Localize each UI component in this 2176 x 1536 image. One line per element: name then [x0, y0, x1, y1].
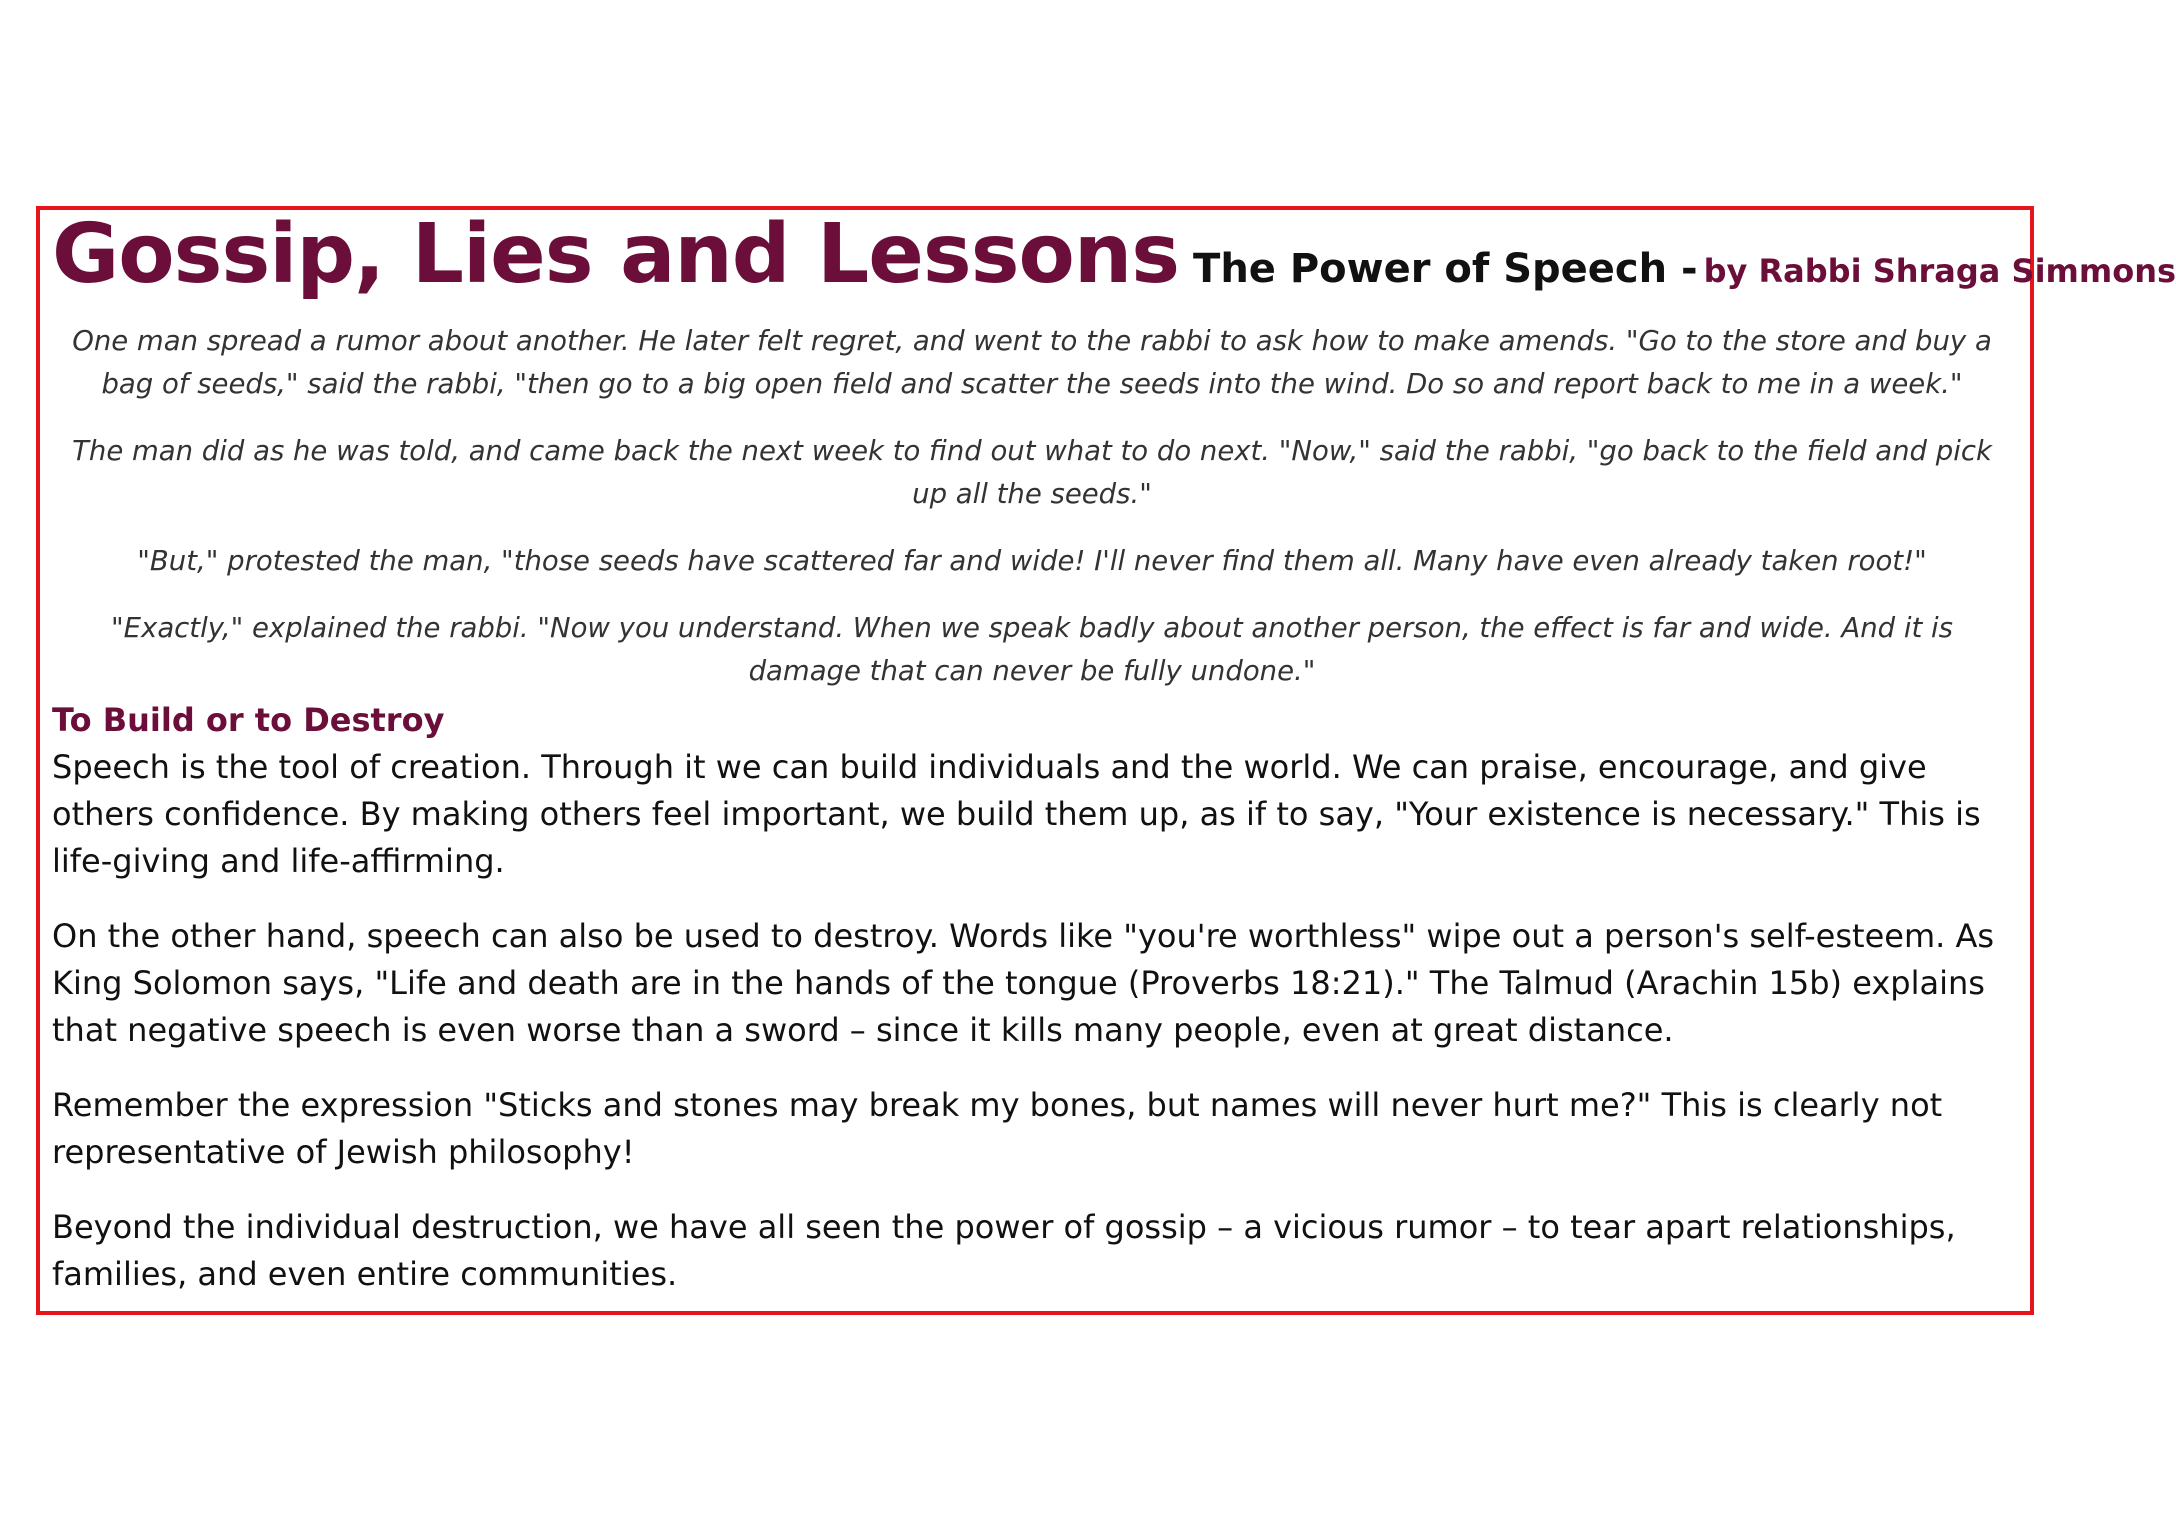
body-paragraph: On the other hand, speech can also be used to destroy. Words like "you're worthless" wipe out a person's self-esteem. As King Solomon says, "Life and death are in the hands of the tongue (Proverbs 18:21)." The Talmud (Arachin 15b) explains that negative speech is even worse than a sword – since it kills many people, even at great distance. — [52, 917, 1995, 1049]
story-paragraph: "Exactly," explained the rabbi. "Now you understand. When we speak badly about another person, the effect is far and wide. And it is damage that can never be fully undone." — [111, 612, 1953, 687]
body-paragraph: Beyond the individual destruction, we have all seen the power of gossip – a vicious rumor – to tear apart relationships, families, and even entire communities. — [52, 1208, 1956, 1293]
parable-story — [62, 320, 2002, 717]
story-paragraph: The man did as he was told, and came back the next week to find out what to do next. "Now," said the rabbi, "go back to the field and pick up all the seeds." — [72, 435, 1992, 510]
build-or-destroy-section — [52, 698, 2012, 1326]
story-paragraph: "But," protested the man, "those seeds have scattered far and wide! I'll never find them all. Many have even already taken root!" — [137, 545, 1927, 577]
content-frame — [36, 206, 2176, 1315]
author-byline: by Rabbi Shraga Simmons — [1703, 252, 2176, 290]
article-subtitle: The Power of Speech - — [1193, 246, 1698, 292]
body-paragraph: Remember the expression "Sticks and stones may break my bones, but names will never hurt me?" This is clearly not representative of Jewish philosophy! — [52, 1086, 1943, 1171]
body-paragraph: Speech is the tool of creation. Through it we can build individuals and the world. We can praise, encourage, and give others confidence. By making others feel important, we build them up, as if to say, "Your existence is necessary." This is life-giving and life-affirming. — [52, 748, 1981, 880]
section-heading: To Build or to Destroy — [52, 701, 445, 739]
story-paragraph: One man spread a rumor about another. He later felt regret, and went to the rabbi to ask how to make amends. "Go to the store and buy a bag of seeds," said the rabbi, "then go to a big open field and scatter the seeds into the wind. Do so and report back to me in a week." — [72, 325, 1992, 400]
article-header — [52, 207, 2176, 302]
page-title: Gossip, Lies and Lessons — [52, 207, 1180, 302]
